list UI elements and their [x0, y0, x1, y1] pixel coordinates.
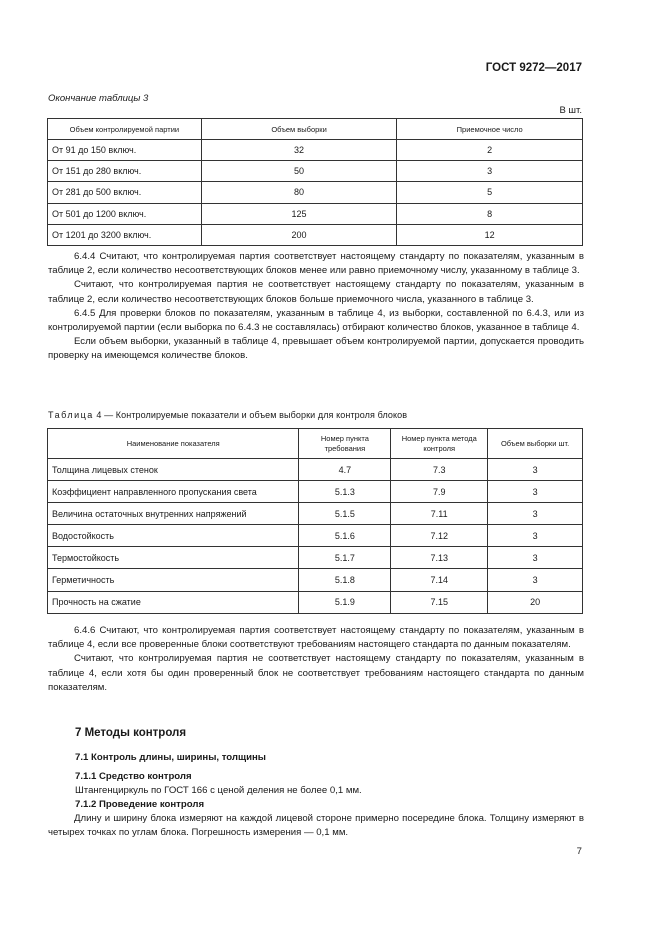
paragraph: Считают, что контролируемая партия не соответствует настоящему стандарту по показателям, указанным в таблице 4, если хотя бы один проверенный блок не соответствует требованиям настоящего стандарта по данным показателям.: [48, 653, 584, 693]
table-row: [48, 503, 583, 525]
table-cell: От 91 до 150 включ.: [48, 140, 202, 161]
table-cell: 7.11: [391, 503, 488, 525]
table-row: [48, 224, 583, 245]
table-cell: 7.3: [391, 459, 488, 481]
table-cell: 5.1.5: [299, 503, 391, 525]
table-cell: 5.1.3: [299, 481, 391, 503]
table3: [47, 118, 583, 246]
paragraph: 6.4.5 Для проверки блоков по показателям, указанным в таблице 4, из выборки, составленной по 6.4.3, или из контролируемой партии (если выборка по 6.4.3 не составлялась) отбирают количество блоков, указанное в таблице 4.: [48, 307, 584, 334]
table-cell: 7.15: [391, 591, 488, 613]
table-row: [48, 591, 583, 613]
table-cell: Коэффициент направленного пропускания света: [48, 481, 299, 503]
section-7-1-heading: 7.1 Контроль длины, ширины, толщины: [75, 752, 266, 763]
section-7-1-1-heading: 7.1.1 Средство контроля: [75, 771, 192, 782]
table-cell: 2: [397, 140, 583, 161]
table3-header-cell: Приемочное число: [397, 119, 583, 140]
table-row: [48, 459, 583, 481]
table-cell: 3: [488, 503, 583, 525]
table-row: [48, 547, 583, 569]
table-row: [48, 569, 583, 591]
table-cell: Толщина лицевых стенок: [48, 459, 299, 481]
table-cell: 80: [201, 182, 397, 203]
table-cell: 3: [488, 547, 583, 569]
table4-header-cell: Объем выборки шт.: [488, 429, 583, 459]
table-cell: От 1201 до 3200 включ.: [48, 224, 202, 245]
table-cell: 5.1.9: [299, 591, 391, 613]
table-row: [48, 182, 583, 203]
table4-header-row: [48, 429, 583, 459]
table-cell: 3: [488, 459, 583, 481]
table-cell: 8: [397, 203, 583, 224]
table-cell: 5.1.7: [299, 547, 391, 569]
table-cell: Термостойкость: [48, 547, 299, 569]
table-cell: 7.9: [391, 481, 488, 503]
table-cell: От 151 до 280 включ.: [48, 161, 202, 182]
standard-code: ГОСТ 9272—2017: [485, 62, 582, 74]
paragraph: Длину и ширину блока измеряют на каждой лицевой стороне примерно посередине блока. Толщину измеряют в четырех точках по углам блока. Погрешность измерения — 0,1 мм.: [48, 813, 584, 839]
section-7-heading: 7 Методы контроля: [75, 727, 187, 739]
table-cell: Водостойкость: [48, 525, 299, 547]
table-cell: От 281 до 500 включ.: [48, 182, 202, 203]
paragraph: Считают, что контролируемая партия не соответствует настоящему стандарту по показателям, указанным в таблице 2, если количество несоответствующих блоков больше приемочного числа, указанного в таблице 3.: [48, 279, 584, 305]
table-cell: Величина остаточных внутренних напряжений: [48, 503, 299, 525]
table-cell: 12: [397, 224, 583, 245]
page-number: 7: [576, 846, 582, 857]
table-cell: 20: [488, 591, 583, 613]
table4-header-cell: Номер пункта требования: [299, 429, 391, 459]
body-text-block-2: [48, 624, 584, 695]
paragraph: Если объем выборки, указанный в таблице 4, превышает объем контролируемой партии, допускается проводить проверку на имеющемся количестве блоков.: [48, 336, 584, 362]
table-cell: 200: [201, 224, 397, 245]
table3-caption: Окончание таблицы 3: [48, 93, 149, 104]
table-row: [48, 161, 583, 182]
body-text-block-1: [48, 250, 584, 364]
table3-header-row: [48, 119, 583, 140]
table3-header-cell: Объем контролируемой партии: [48, 119, 202, 140]
table-row: [48, 525, 583, 547]
table-cell: 7.13: [391, 547, 488, 569]
table-row: [48, 203, 583, 224]
table-cell: 125: [201, 203, 397, 224]
table-cell: 7.12: [391, 525, 488, 547]
table-cell: 4.7: [299, 459, 391, 481]
table3-header-cell: Объем выборки: [201, 119, 397, 140]
table-cell: 50: [201, 161, 397, 182]
table-cell: 5.1.6: [299, 525, 391, 547]
paragraph: 6.4.6 Считают, что контролируемая партия соответствует настоящему стандарту по показателям, указанным в таблице 4, если все проверенные блоки соответствуют требованиям настоящего стандарта по данным показателям.: [48, 625, 584, 651]
table-cell: От 501 до 1200 включ.: [48, 203, 202, 224]
table-cell: Герметичность: [48, 569, 299, 591]
table-cell: 7.14: [391, 569, 488, 591]
table-cell: Прочность на сжатие: [48, 591, 299, 613]
paragraph: 6.4.4 Считают, что контролируемая партия соответствует настоящему стандарту по показателям, указанным в таблице 2, если количество несоответствующих блоков менее или равно приемочному числу, указанному в таблице 3.: [48, 251, 584, 277]
table4: [47, 428, 583, 614]
table-cell: 3: [397, 161, 583, 182]
table4-header-cell: Номер пункта метода контроля: [391, 429, 488, 459]
table-cell: 3: [488, 525, 583, 547]
table-cell: 3: [488, 481, 583, 503]
table-cell: 5: [397, 182, 583, 203]
table4-caption-label: Таблица: [48, 410, 94, 420]
table3-unit: В шт.: [559, 105, 582, 116]
table-row: [48, 481, 583, 503]
table-cell: 32: [201, 140, 397, 161]
table4-header-cell: Наименование показателя: [48, 429, 299, 459]
section-7-1-2-text-block: [48, 812, 584, 840]
table-row: [48, 140, 583, 161]
table4-caption: [48, 410, 407, 420]
table-cell: 5.1.8: [299, 569, 391, 591]
section-7-1-1-text: Штангенциркуль по ГОСТ 166 с ценой деления не более 0,1 мм.: [75, 785, 362, 796]
table4-caption-text: 4 — Контролируемые показатели и объем выборки для контроля блоков: [93, 410, 408, 420]
section-7-1-2-heading: 7.1.2 Проведение контроля: [75, 799, 205, 810]
table-cell: 3: [488, 569, 583, 591]
